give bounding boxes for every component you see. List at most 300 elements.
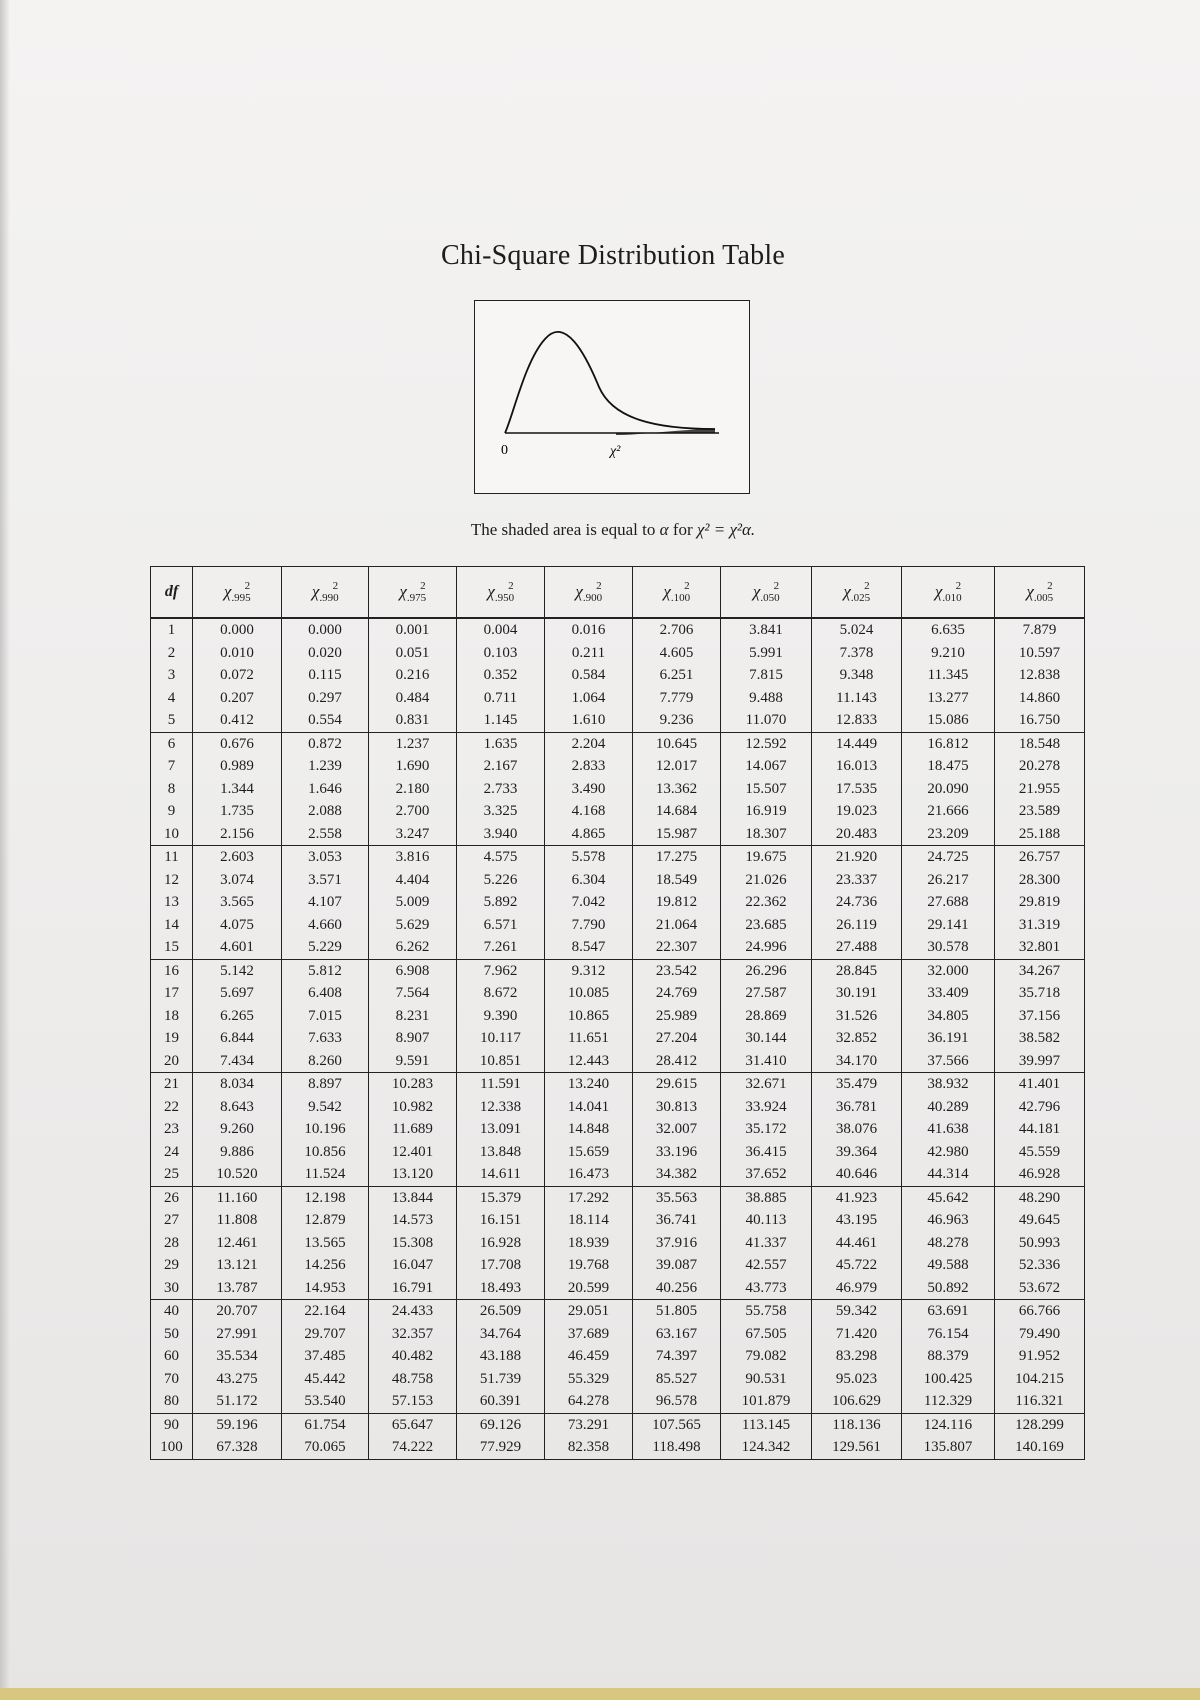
value-cell: 1.690: [369, 755, 457, 778]
value-cell: 10.085: [545, 982, 633, 1005]
value-cell: 17.708: [457, 1254, 545, 1277]
table-row: [151, 936, 1085, 959]
df-cell: 10: [151, 823, 193, 846]
value-cell: 106.629: [812, 1390, 902, 1413]
value-cell: 13.565: [282, 1232, 369, 1255]
value-cell: 16.151: [457, 1209, 545, 1232]
value-cell: 21.955: [995, 778, 1085, 801]
value-cell: 46.979: [812, 1277, 902, 1300]
value-cell: 37.916: [633, 1232, 721, 1255]
df-cell: 5: [151, 709, 193, 732]
value-cell: 8.907: [369, 1027, 457, 1050]
value-cell: 12.592: [721, 732, 812, 755]
value-cell: 11.070: [721, 709, 812, 732]
df-cell: 4: [167, 689, 176, 706]
value-cell: 48.290: [995, 1186, 1085, 1209]
chi-symbol: χ: [843, 582, 851, 601]
chi-symbol: χ: [223, 582, 232, 601]
value-cell: 0.412: [193, 709, 282, 732]
value-cell: 35.534: [193, 1345, 282, 1368]
value-cell: 6.262: [369, 936, 457, 959]
value-cell: 9.260: [193, 1118, 282, 1141]
value-cell: 2.088: [282, 800, 369, 823]
value-cell: 34.382: [633, 1163, 721, 1186]
value-cell: 36.741: [633, 1209, 721, 1232]
chi-square-table: [150, 566, 1085, 1460]
value-cell: 34.170: [812, 1050, 902, 1073]
value-cell: 3.247: [369, 823, 457, 846]
value-cell: 135.807: [902, 1436, 995, 1459]
value-cell: 45.642: [902, 1186, 995, 1209]
chi-symbol: χ: [399, 582, 407, 601]
table-row: [151, 1141, 1085, 1164]
value-cell: 33.196: [633, 1141, 721, 1164]
value-cell: 9.542: [282, 1096, 369, 1119]
value-cell: 24.736: [812, 891, 902, 914]
value-cell: 55.758: [721, 1300, 812, 1323]
value-cell: 38.885: [721, 1186, 812, 1209]
value-cell: 74.397: [633, 1345, 721, 1368]
value-cell: 30.191: [812, 982, 902, 1005]
value-cell: 0.000: [282, 618, 369, 642]
column-alpha-subscript: .995: [231, 592, 251, 604]
value-cell: 0.004: [457, 618, 545, 642]
value-cell: 1.635: [457, 732, 545, 755]
value-cell: 12.338: [457, 1096, 545, 1119]
df-cell: 17: [164, 985, 179, 1002]
value-cell: 18.549: [633, 869, 721, 892]
value-cell: 6.908: [369, 959, 457, 982]
value-cell: 20.707: [193, 1300, 282, 1323]
value-cell: 5.009: [369, 891, 457, 914]
value-cell: 73.291: [545, 1413, 633, 1436]
value-cell: 101.879: [721, 1390, 812, 1413]
value-cell: 13.240: [545, 1073, 633, 1096]
value-cell: 3.565: [193, 891, 282, 914]
table-row: [151, 642, 1085, 665]
value-cell: 51.805: [633, 1300, 721, 1323]
value-cell: 46.963: [902, 1209, 995, 1232]
table-row: [151, 1027, 1085, 1050]
value-cell: 23.337: [812, 869, 902, 892]
value-cell: 14.067: [721, 755, 812, 778]
value-cell: 8.034: [193, 1073, 282, 1096]
value-cell: 6.304: [545, 869, 633, 892]
value-cell: 39.997: [995, 1050, 1085, 1073]
value-cell: 9.348: [812, 664, 902, 687]
value-cell: 38.932: [902, 1073, 995, 1096]
value-cell: 79.082: [721, 1345, 812, 1368]
chi-symbol: χ: [663, 582, 671, 601]
table-row: [151, 664, 1085, 687]
chi-square-axis-label: χ²: [610, 444, 621, 459]
table-row: [151, 1209, 1085, 1232]
value-cell: 35.479: [812, 1073, 902, 1096]
value-cell: 116.321: [995, 1390, 1085, 1413]
df-cell: 21: [164, 1076, 179, 1093]
df-cell: 7: [167, 758, 176, 775]
value-cell: 44.181: [995, 1118, 1085, 1141]
table-row: [151, 1323, 1085, 1346]
value-cell: 11.160: [193, 1186, 282, 1209]
value-cell: 10.597: [995, 642, 1085, 665]
value-cell: 4.075: [193, 914, 282, 937]
value-cell: 7.633: [282, 1027, 369, 1050]
value-cell: 4.404: [369, 869, 457, 892]
df-cell: 20: [151, 1050, 193, 1073]
value-cell: 67.505: [721, 1323, 812, 1346]
value-cell: 13.121: [193, 1254, 282, 1277]
value-cell: 15.308: [369, 1232, 457, 1255]
value-cell: 22.307: [633, 936, 721, 959]
value-cell: 7.779: [633, 687, 721, 710]
chi-symbol: χ: [1026, 582, 1034, 601]
page-title: Chi-Square Distribution Table: [441, 240, 785, 271]
value-cell: 10.645: [633, 732, 721, 755]
value-cell: 23.209: [902, 823, 995, 846]
value-cell: 2.700: [369, 800, 457, 823]
value-cell: 0.676: [193, 732, 282, 755]
value-cell: 40.646: [812, 1163, 902, 1186]
value-cell: 4.107: [282, 891, 369, 914]
value-cell: 7.042: [545, 891, 633, 914]
value-cell: 34.267: [995, 959, 1085, 982]
value-cell: 7.378: [812, 642, 902, 665]
column-header-chi950: [457, 567, 545, 619]
value-cell: 1.064: [545, 687, 633, 710]
value-cell: 43.773: [721, 1277, 812, 1300]
value-cell: 27.488: [812, 936, 902, 959]
value-cell: 10.117: [457, 1027, 545, 1050]
table-row: [151, 1300, 1085, 1323]
column-alpha-subscript: .050: [760, 592, 780, 604]
value-cell: 2.833: [545, 755, 633, 778]
value-cell: 24.433: [369, 1300, 457, 1323]
value-cell: 82.358: [545, 1436, 633, 1459]
value-cell: 9.591: [369, 1050, 457, 1073]
df-cell: 19: [164, 1030, 179, 1047]
value-cell: 63.691: [902, 1300, 995, 1323]
value-cell: 5.142: [193, 959, 282, 982]
value-cell: 3.325: [457, 800, 545, 823]
df-cell: 40: [164, 1303, 179, 1320]
value-cell: 11.689: [369, 1118, 457, 1141]
chi-symbol: χ: [575, 582, 583, 601]
table-row: [151, 800, 1085, 823]
df-cell: 28: [164, 1234, 179, 1251]
value-cell: 12.879: [282, 1209, 369, 1232]
value-cell: 118.498: [633, 1436, 721, 1459]
value-cell: 18.307: [721, 823, 812, 846]
df-cell: 25: [151, 1163, 193, 1186]
value-cell: 7.790: [545, 914, 633, 937]
value-cell: 9.210: [902, 642, 995, 665]
background-strip: [0, 1688, 1200, 1700]
table-row: [151, 1390, 1085, 1413]
value-cell: 12.401: [369, 1141, 457, 1164]
value-cell: 48.758: [369, 1368, 457, 1391]
square-superscript: 2: [244, 580, 251, 592]
value-cell: 23.589: [995, 800, 1085, 823]
value-cell: 40.482: [369, 1345, 457, 1368]
value-cell: 3.940: [457, 823, 545, 846]
value-cell: 12.833: [812, 709, 902, 732]
value-cell: 40.289: [902, 1096, 995, 1119]
value-cell: 3.816: [369, 846, 457, 869]
value-cell: 22.362: [721, 891, 812, 914]
value-cell: 16.919: [721, 800, 812, 823]
value-cell: 1.646: [282, 778, 369, 801]
value-cell: 63.167: [633, 1323, 721, 1346]
column-header-chi025: [812, 567, 902, 619]
value-cell: 5.812: [282, 959, 369, 982]
df-cell: 100: [160, 1439, 183, 1456]
table-row: [151, 1186, 1085, 1209]
value-cell: 2.180: [369, 778, 457, 801]
value-cell: 16.473: [545, 1163, 633, 1186]
df-cell: 2: [167, 644, 176, 661]
value-cell: 33.409: [902, 982, 995, 1005]
value-cell: 5.892: [457, 891, 545, 914]
value-cell: 31.526: [812, 1005, 902, 1028]
value-cell: 16.812: [902, 732, 995, 755]
value-cell: 95.023: [812, 1368, 902, 1391]
value-cell: 36.415: [721, 1141, 812, 1164]
value-cell: 69.126: [457, 1413, 545, 1436]
table-row: [151, 1277, 1085, 1300]
table-row: [151, 1232, 1085, 1255]
table-row: [151, 618, 1085, 642]
square-superscript: 2: [420, 580, 426, 592]
value-cell: 50.892: [902, 1277, 995, 1300]
value-cell: 21.666: [902, 800, 995, 823]
df-cell: 70: [164, 1370, 179, 1387]
table-row: [151, 891, 1085, 914]
value-cell: 23.685: [721, 914, 812, 937]
table-row: [151, 1118, 1085, 1141]
value-cell: 29.615: [633, 1073, 721, 1096]
table-row: [151, 732, 1085, 755]
value-cell: 32.007: [633, 1118, 721, 1141]
value-cell: 3.074: [193, 869, 282, 892]
square-superscript: 2: [332, 580, 339, 592]
value-cell: 16.928: [457, 1232, 545, 1255]
value-cell: 13.277: [902, 687, 995, 710]
value-cell: 17.535: [812, 778, 902, 801]
value-cell: 0.207: [193, 687, 282, 710]
df-cell: 1: [167, 622, 176, 639]
value-cell: 42.980: [902, 1141, 995, 1164]
value-cell: 37.156: [995, 1005, 1085, 1028]
table-row: [151, 778, 1085, 801]
value-cell: 25.188: [995, 823, 1085, 846]
table-row: [151, 914, 1085, 937]
value-cell: 13.362: [633, 778, 721, 801]
value-cell: 57.153: [369, 1390, 457, 1413]
value-cell: 83.298: [812, 1345, 902, 1368]
value-cell: 10.856: [282, 1141, 369, 1164]
value-cell: 27.991: [193, 1323, 282, 1346]
table-row: [151, 1254, 1085, 1277]
value-cell: 51.739: [457, 1368, 545, 1391]
value-cell: 28.869: [721, 1005, 812, 1028]
value-cell: 0.010: [193, 642, 282, 665]
value-cell: 2.167: [457, 755, 545, 778]
origin-label: 0: [501, 443, 508, 458]
value-cell: 7.434: [193, 1050, 282, 1073]
df-column-header: df: [151, 567, 193, 619]
value-cell: 0.115: [282, 664, 369, 687]
df-cell: 16: [164, 962, 179, 979]
value-cell: 15.086: [902, 709, 995, 732]
value-cell: 15.987: [633, 823, 721, 846]
chi-square-table-container: [150, 566, 1084, 1460]
value-cell: 124.342: [721, 1436, 812, 1459]
value-cell: 6.571: [457, 914, 545, 937]
value-cell: 5.578: [545, 846, 633, 869]
value-cell: 28.412: [633, 1050, 721, 1073]
value-cell: 0.000: [193, 618, 282, 642]
df-cell: 27: [164, 1212, 179, 1229]
df-cell: 13: [164, 894, 179, 911]
value-cell: 74.222: [369, 1436, 457, 1459]
value-cell: 30.144: [721, 1027, 812, 1050]
value-cell: 12.443: [545, 1050, 633, 1073]
value-cell: 37.485: [282, 1345, 369, 1368]
value-cell: 20.483: [812, 823, 902, 846]
value-cell: 85.527: [633, 1368, 721, 1391]
value-cell: 2.558: [282, 823, 369, 846]
value-cell: 33.924: [721, 1096, 812, 1119]
column-header-chi990: [282, 567, 369, 619]
value-cell: 32.357: [369, 1323, 457, 1346]
value-cell: 43.195: [812, 1209, 902, 1232]
value-cell: 13.091: [457, 1118, 545, 1141]
value-cell: 53.672: [995, 1277, 1085, 1300]
value-cell: 10.865: [545, 1005, 633, 1028]
value-cell: 44.314: [902, 1163, 995, 1186]
chi-symbol: χ: [934, 582, 943, 601]
value-cell: 2.204: [545, 732, 633, 755]
value-cell: 30.813: [633, 1096, 721, 1119]
value-cell: 16.791: [369, 1277, 457, 1300]
value-cell: 26.119: [812, 914, 902, 937]
value-cell: 0.584: [545, 664, 633, 687]
value-cell: 32.852: [812, 1027, 902, 1050]
value-cell: 32.671: [721, 1073, 812, 1096]
value-cell: 42.796: [995, 1096, 1085, 1119]
value-cell: 8.643: [193, 1096, 282, 1119]
value-cell: 14.684: [633, 800, 721, 823]
value-cell: 0.103: [457, 642, 545, 665]
value-cell: 71.420: [812, 1323, 902, 1346]
value-cell: 13.120: [369, 1163, 457, 1186]
value-cell: 0.831: [369, 709, 457, 732]
value-cell: 11.808: [193, 1209, 282, 1232]
value-cell: 88.379: [902, 1345, 995, 1368]
value-cell: 29.141: [902, 914, 995, 937]
value-cell: 5.229: [282, 936, 369, 959]
column-alpha-subscript: .005: [1033, 592, 1054, 604]
value-cell: 5.226: [457, 869, 545, 892]
value-cell: 29.051: [545, 1300, 633, 1323]
value-cell: 0.872: [282, 732, 369, 755]
value-cell: 20.278: [995, 755, 1085, 778]
value-cell: 129.561: [812, 1436, 902, 1459]
value-cell: 10.196: [282, 1118, 369, 1141]
column-alpha-subscript: .990: [319, 592, 339, 604]
value-cell: 21.064: [633, 914, 721, 937]
table-header-row: [151, 567, 1085, 619]
chi-square-curve-diagram: [475, 301, 749, 493]
value-cell: 7.564: [369, 982, 457, 1005]
value-cell: 1.237: [369, 732, 457, 755]
value-cell: 35.563: [633, 1186, 721, 1209]
value-cell: 14.860: [995, 687, 1085, 710]
value-cell: 7.015: [282, 1005, 369, 1028]
value-cell: 52.336: [995, 1254, 1085, 1277]
value-cell: 37.566: [902, 1050, 995, 1073]
column-alpha-subscript: .025: [850, 592, 871, 604]
value-cell: 31.319: [995, 914, 1085, 937]
value-cell: 38.076: [812, 1118, 902, 1141]
table-row: [151, 1073, 1085, 1096]
column-alpha-subscript: .900: [582, 592, 603, 604]
value-cell: 44.461: [812, 1232, 902, 1255]
value-cell: 24.769: [633, 982, 721, 1005]
value-cell: 1.239: [282, 755, 369, 778]
value-cell: 70.065: [282, 1436, 369, 1459]
df-cell: 12: [164, 871, 179, 888]
column-header-chi005: [995, 567, 1085, 619]
value-cell: 41.638: [902, 1118, 995, 1141]
value-cell: 77.929: [457, 1436, 545, 1459]
value-cell: 10.982: [369, 1096, 457, 1119]
value-cell: 4.605: [633, 642, 721, 665]
value-cell: 49.588: [902, 1254, 995, 1277]
value-cell: 59.342: [812, 1300, 902, 1323]
value-cell: 6.844: [193, 1027, 282, 1050]
value-cell: 42.557: [721, 1254, 812, 1277]
df-cell: 22: [164, 1098, 179, 1115]
value-cell: 19.812: [633, 891, 721, 914]
value-cell: 2.156: [193, 823, 282, 846]
value-cell: 28.300: [995, 869, 1085, 892]
value-cell: 8.260: [282, 1050, 369, 1073]
value-cell: 15.379: [457, 1186, 545, 1209]
value-cell: 16.047: [369, 1254, 457, 1277]
table-row: [151, 709, 1085, 732]
value-cell: 45.722: [812, 1254, 902, 1277]
table-row: [151, 959, 1085, 982]
value-cell: 3.841: [721, 618, 812, 642]
value-cell: 112.329: [902, 1390, 995, 1413]
value-cell: 41.401: [995, 1073, 1085, 1096]
square-superscript: 2: [684, 580, 690, 592]
value-cell: 29.819: [995, 891, 1085, 914]
table-row: [151, 1005, 1085, 1028]
table-row: [151, 823, 1085, 846]
value-cell: 66.766: [995, 1300, 1085, 1323]
value-cell: 10.851: [457, 1050, 545, 1073]
value-cell: 2.603: [193, 846, 282, 869]
value-cell: 29.707: [282, 1323, 369, 1346]
value-cell: 24.996: [721, 936, 812, 959]
value-cell: 34.805: [902, 1005, 995, 1028]
value-cell: 0.554: [282, 709, 369, 732]
table-row: [151, 1436, 1085, 1459]
value-cell: 14.449: [812, 732, 902, 755]
